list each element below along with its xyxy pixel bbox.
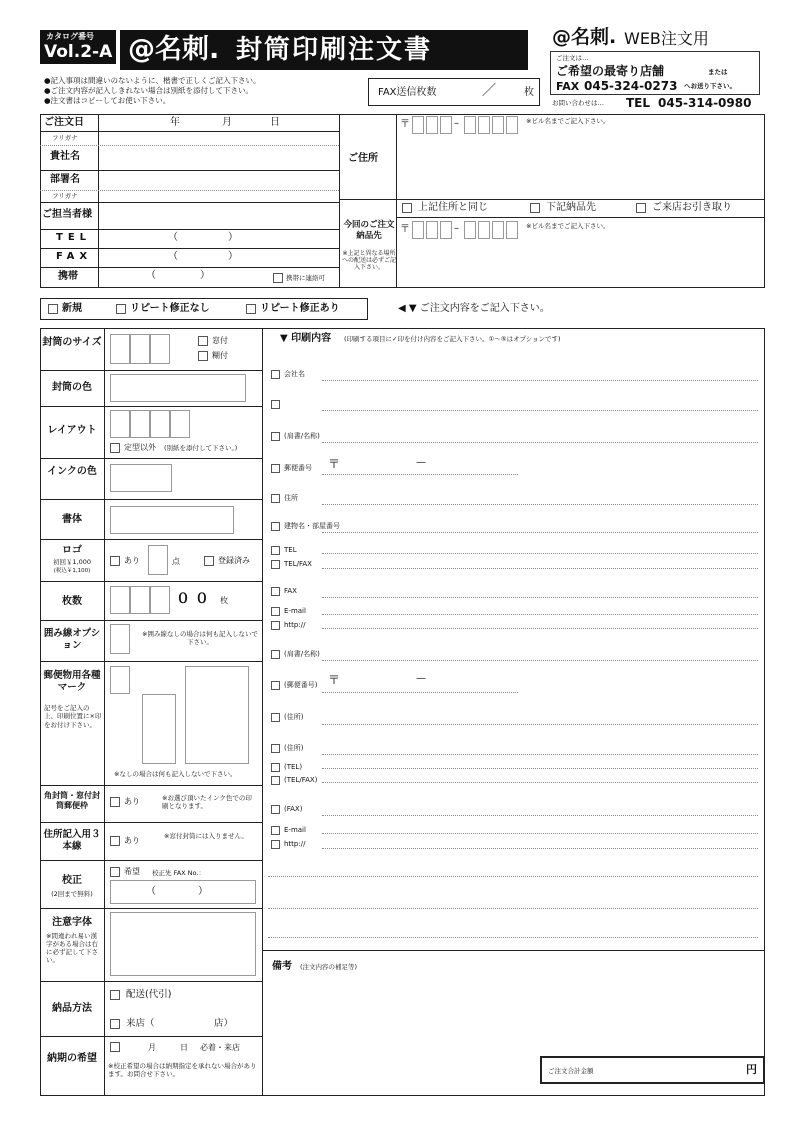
ship-checkbox[interactable]	[110, 990, 120, 1000]
print-row-line[interactable]	[322, 568, 758, 569]
remarks-note: (注文内容の補足等)	[300, 963, 358, 971]
color-input[interactable]	[110, 374, 246, 402]
print-row-line[interactable]	[268, 937, 758, 938]
print-row-line[interactable]	[322, 614, 758, 615]
postal-dash-2: –	[454, 223, 459, 234]
same-address-checkbox[interactable]	[402, 203, 412, 213]
size-label: 封筒のサイズ	[42, 337, 102, 348]
mobile-label: 携帯	[58, 271, 78, 282]
glue-checkbox[interactable]	[198, 351, 208, 361]
print-row-checkbox[interactable]	[271, 400, 280, 409]
form-title: 封筒印刷注文書	[236, 35, 433, 65]
postal-boxes-2[interactable]	[412, 221, 524, 239]
postal-dash-row-1: —	[416, 457, 426, 468]
print-row-label: E-mail	[284, 607, 306, 615]
print-row-label: (TEL/FAX)	[284, 776, 318, 784]
print-row-checkbox[interactable]	[271, 464, 280, 473]
print-row-checkbox[interactable]	[271, 744, 280, 753]
building-note-2: ※ビル名までご記入下さい。	[526, 222, 610, 230]
print-row-line[interactable]	[322, 532, 758, 533]
logo-count-input[interactable]	[148, 545, 168, 575]
size-box-3[interactable]	[150, 334, 170, 364]
print-row-line[interactable]	[322, 692, 518, 693]
print-row-label: (肩書/名称)	[284, 650, 320, 658]
logo-label: ロゴ	[62, 545, 82, 556]
print-row-line[interactable]	[322, 660, 758, 661]
due-label: 納期の希望	[47, 1053, 97, 1064]
postal-mark-2: 〒	[400, 224, 410, 235]
mark-none-note: ※なしの場合は何も記入しないで下さい。	[114, 770, 237, 778]
print-row-label: http://	[284, 621, 306, 629]
delivery-note: ※上記と異なる場所への配送は必ずご記入下さい。	[342, 250, 397, 271]
customer-table	[40, 114, 765, 288]
frame-note: ※囲み線なしの場合は何も記入しないで下さい。	[142, 630, 258, 647]
glue-label: 糊付	[212, 351, 228, 360]
note-3: ●注文書はコピーしてお使い下さい。	[44, 96, 171, 105]
addr-lines-label: 住所記入用３本線	[43, 829, 101, 853]
print-content-note: (印刷する項目に✓印を付け内容をご記入下さい。①〜⑤はオプションです)	[344, 335, 561, 343]
logo-yes-checkbox[interactable]	[110, 556, 120, 566]
color-label: 封筒の色	[52, 382, 92, 393]
print-row-checkbox[interactable]	[271, 494, 280, 503]
remarks-label: 備考	[272, 961, 292, 972]
below-delivery-label: 下記納品先	[546, 202, 596, 213]
nearest-store: ご希望の最寄り店舗	[556, 64, 665, 78]
print-row-line[interactable]	[322, 553, 758, 554]
print-row-line[interactable]	[322, 782, 758, 783]
repeat-change-checkbox[interactable]	[246, 304, 256, 314]
print-row-checkbox[interactable]	[271, 713, 280, 722]
print-row-checkbox[interactable]	[271, 681, 280, 690]
or-label: または	[708, 68, 728, 76]
send-to: へお送り下さい。	[684, 82, 736, 90]
note-1: ●記入事項は間違いのないように、楷書で正しくご記入下さい。	[44, 76, 261, 85]
new-label: 新規	[62, 303, 82, 314]
tel-field-label: TEL	[56, 232, 92, 243]
print-row-label: 建物名・部屋番号	[284, 522, 340, 530]
layout-box-2[interactable]	[130, 410, 150, 438]
company-label: 貴社名	[50, 151, 80, 162]
web-label: WEB注文用	[624, 29, 709, 48]
print-row-line[interactable]	[322, 597, 758, 598]
address-label: ご住所	[348, 153, 378, 164]
print-row-label: 郵便番号	[284, 464, 312, 472]
total-yen: 円	[746, 1063, 757, 1076]
font-label: 書体	[62, 514, 82, 525]
kaku-note: ※お選び頂いたインク色での印刷となります。	[162, 794, 252, 811]
tel-label: TEL	[626, 96, 651, 110]
furigana-1: フリガナ	[52, 134, 78, 142]
kaku-yes-checkbox[interactable]	[110, 797, 120, 807]
logo-tax: (税込￥1,100)	[53, 568, 91, 574]
print-row-label: 住所	[284, 494, 298, 502]
store-pickup-checkbox[interactable]	[636, 203, 646, 213]
layout-box-4[interactable]	[170, 410, 190, 438]
frame-label: 囲み線オプション	[43, 628, 101, 652]
print-row-checkbox[interactable]	[271, 607, 280, 616]
repeat-change-label: リピート修正あり	[260, 303, 340, 314]
repeat-no-change-checkbox[interactable]	[116, 304, 126, 314]
postal-mark-row-1: 〒	[328, 457, 341, 471]
proof-paren-open: （	[146, 886, 156, 897]
window-label: 窓付	[212, 336, 228, 345]
envelope-large[interactable]	[185, 666, 249, 764]
print-row-checkbox[interactable]	[271, 776, 280, 785]
print-row-label: E-mail	[284, 826, 306, 834]
mark-note: 記号をご記入の上、印刷位置に×印をお付け下さい。	[44, 704, 102, 729]
note-2: ●ご注文内容が記入しきれない場合は別紙を添付して下さい。	[44, 86, 254, 95]
print-row-checkbox[interactable]	[271, 560, 280, 569]
print-row-line[interactable]	[322, 380, 758, 381]
layout-box-1[interactable]	[110, 410, 130, 438]
addr-yes-checkbox[interactable]	[110, 836, 120, 846]
print-row-line[interactable]	[322, 815, 758, 816]
print-row-label: (FAX)	[284, 805, 303, 813]
tel-paren-close: ）	[228, 232, 238, 243]
below-delivery-checkbox[interactable]	[530, 203, 540, 213]
inquiry-label: お問い合わせは…	[552, 99, 604, 107]
print-row-label: TEL/FAX	[284, 560, 312, 568]
proof-want-checkbox[interactable]	[110, 867, 120, 877]
fax-count-label: FAX送信枚数	[378, 87, 437, 98]
print-row-line[interactable]	[322, 504, 758, 505]
postal-dash-row-2: —	[416, 673, 426, 684]
print-row-checkbox[interactable]	[271, 587, 280, 596]
catalog-vol: Vol.2-A	[44, 42, 113, 62]
order-is: ご注文は…	[556, 54, 589, 62]
postal-mark-row-2: 〒	[328, 673, 341, 687]
logo-registered-checkbox[interactable]	[204, 556, 214, 566]
print-row-line[interactable]	[268, 876, 758, 877]
ship-label: 配送(代引)	[126, 989, 172, 1000]
fax-slash: ／	[482, 83, 496, 99]
fax-unit: 枚	[524, 87, 534, 98]
non-standard-note: (別紙を添付して下さい。)	[164, 444, 238, 452]
print-row-label: FAX	[284, 587, 297, 595]
mobile-paren-close: ）	[200, 270, 210, 281]
mobile-ok-label: 携帯に連絡可	[286, 274, 325, 282]
print-row-checkbox[interactable]	[271, 826, 280, 835]
print-row-label: (TEL)	[284, 763, 303, 771]
mobile-ok-checkbox[interactable]	[273, 273, 283, 283]
print-row-label: http://	[284, 840, 306, 848]
logo-yes-label: あり	[124, 556, 140, 565]
layout-box-3[interactable]	[150, 410, 170, 438]
mark-label: 郵便物用各種マーク	[43, 670, 101, 694]
visit-label: 来店（	[126, 1018, 155, 1029]
proof-sub: (2回まで無料)	[51, 890, 93, 898]
qty-box-3[interactable]	[150, 586, 170, 614]
web-brand: @名刺.	[552, 26, 617, 48]
due-month: 月	[148, 1043, 156, 1052]
proof-fax-label: 校正先 FAX No.：	[152, 869, 205, 877]
print-row-label: (住所)	[284, 713, 304, 721]
due-day: 日	[180, 1043, 188, 1052]
order-year[interactable]: 年	[170, 117, 180, 128]
print-row-label: (肩書/名称)	[284, 432, 320, 440]
addr-yes-label: あり	[124, 836, 140, 845]
catalog-label: カタログ番号	[46, 32, 94, 41]
furigana-2: フリガナ	[52, 192, 78, 200]
fax-paren-open: （	[168, 251, 178, 262]
postal-boxes-1[interactable]	[412, 116, 524, 134]
order-date-label: ご注文日	[44, 117, 84, 128]
order-day[interactable]: 日	[270, 117, 280, 128]
due-checkbox[interactable]	[110, 1042, 120, 1052]
print-row-checkbox[interactable]	[271, 621, 280, 630]
print-row-line[interactable]	[322, 833, 758, 834]
print-row-checkbox[interactable]	[271, 432, 280, 441]
print-row-line[interactable]	[322, 724, 758, 725]
print-row-checkbox[interactable]	[271, 805, 280, 814]
store-pickup-label: ご来店お引き取り	[652, 202, 732, 213]
due-must: 必着・来店	[200, 1043, 240, 1052]
envelope-small[interactable]	[142, 694, 176, 764]
print-row-checkbox[interactable]	[271, 370, 280, 379]
person-label: ご担当者様	[42, 209, 92, 220]
print-row-line[interactable]	[322, 754, 758, 755]
qty-box-2[interactable]	[130, 586, 150, 614]
ink-label: インクの色	[47, 466, 97, 477]
print-row-line[interactable]	[322, 848, 758, 849]
fax-line-label: FAX	[556, 80, 580, 93]
logo-price: 初回￥1,000	[52, 558, 92, 566]
print-row-label: (住所)	[284, 744, 304, 752]
tel-paren-open: （	[168, 232, 178, 243]
print-row-line[interactable]	[322, 768, 758, 769]
frame-input[interactable]	[110, 624, 130, 654]
tel-number: 045-314-0980	[658, 96, 752, 110]
visit-end-label: 店）	[214, 1018, 234, 1029]
qty-box-1[interactable]	[110, 586, 130, 614]
logo-unit: 点	[172, 557, 180, 566]
print-row-checkbox[interactable]	[271, 650, 280, 659]
mark-input[interactable]	[110, 666, 130, 694]
addr-note: ※窓付封筒には入りません。	[164, 832, 248, 840]
print-row-checkbox[interactable]	[271, 763, 280, 772]
proof-fax-input[interactable]	[110, 880, 256, 904]
print-row-label: 会社名	[284, 370, 305, 378]
same-address-label: 上記住所と同じ	[418, 202, 488, 213]
new-checkbox[interactable]	[48, 304, 58, 314]
print-row-checkbox[interactable]	[271, 522, 280, 531]
print-row-line[interactable]	[322, 474, 518, 475]
print-row-label: TEL	[284, 546, 297, 554]
print-row-checkbox[interactable]	[271, 840, 280, 849]
order-month[interactable]: 月	[222, 117, 232, 128]
print-row-line[interactable]	[322, 628, 758, 629]
font-input[interactable]	[110, 506, 234, 534]
layout-label: レイアウト	[47, 425, 97, 436]
fax-paren-close: ）	[228, 251, 238, 262]
postal-dash-1: –	[454, 118, 459, 129]
logo-registered-label: 登録済み	[218, 556, 250, 565]
qty-label: 枚数	[62, 596, 82, 607]
caution-label: 注意字体	[52, 917, 92, 928]
due-note: ※校正希望の場合は納期指定を承れない場合があります。お問合せ下さい。	[108, 1062, 257, 1079]
visit-checkbox[interactable]	[110, 1019, 120, 1029]
kaku-yes-label: あり	[124, 797, 140, 806]
catalog-badge	[40, 30, 116, 64]
non-standard-label: 定型以外	[124, 443, 156, 452]
remarks-input[interactable]	[268, 976, 538, 1056]
print-row-label: (郵便番号)	[284, 681, 318, 689]
proof-paren-close: ）	[198, 886, 208, 897]
non-standard-checkbox[interactable]	[110, 443, 120, 453]
proof-want-label: 希望	[124, 867, 140, 876]
size-box-1[interactable]	[110, 334, 130, 364]
print-content-header: ▼ 印刷内容	[280, 333, 332, 344]
delivery-method-label: 納品方法	[52, 1003, 92, 1014]
qty-zeros: ０ ０	[176, 591, 209, 607]
total-label: ご注文合計金額	[548, 1067, 594, 1075]
size-box-2[interactable]	[130, 334, 150, 364]
fax-number: 045-324-0273	[584, 79, 678, 93]
brand-logo: @名刺.	[128, 34, 220, 65]
proof-label: 校正	[62, 875, 82, 886]
window-checkbox[interactable]	[198, 336, 208, 346]
fax-field-label: FAX	[56, 251, 93, 262]
repeat-no-change-label: リピート修正なし	[130, 303, 210, 314]
print-row-line[interactable]	[322, 442, 758, 443]
mobile-paren-open: （	[146, 270, 156, 281]
caution-input[interactable]	[110, 912, 256, 976]
print-row-line[interactable]	[268, 908, 758, 909]
qty-unit: 枚	[220, 596, 228, 605]
print-row-checkbox[interactable]	[271, 546, 280, 555]
postal-mark-1: 〒	[400, 119, 410, 130]
caution-note: ※間違われ易い漢字がある場合は右に必ず記して下さい。	[46, 932, 98, 965]
order-instruction: ◀ ▼ ご注文内容をご記入下さい。	[398, 303, 550, 314]
delivery-label: 今回のご注文納品先	[343, 220, 395, 241]
kaku-label: 角封筒・窓付封筒郵便枠	[44, 791, 100, 811]
ink-input[interactable]	[110, 464, 172, 492]
department-label: 部署名	[50, 174, 80, 185]
print-row-line[interactable]	[322, 410, 758, 411]
building-note-1: ※ビル名までご記入下さい。	[526, 117, 610, 125]
